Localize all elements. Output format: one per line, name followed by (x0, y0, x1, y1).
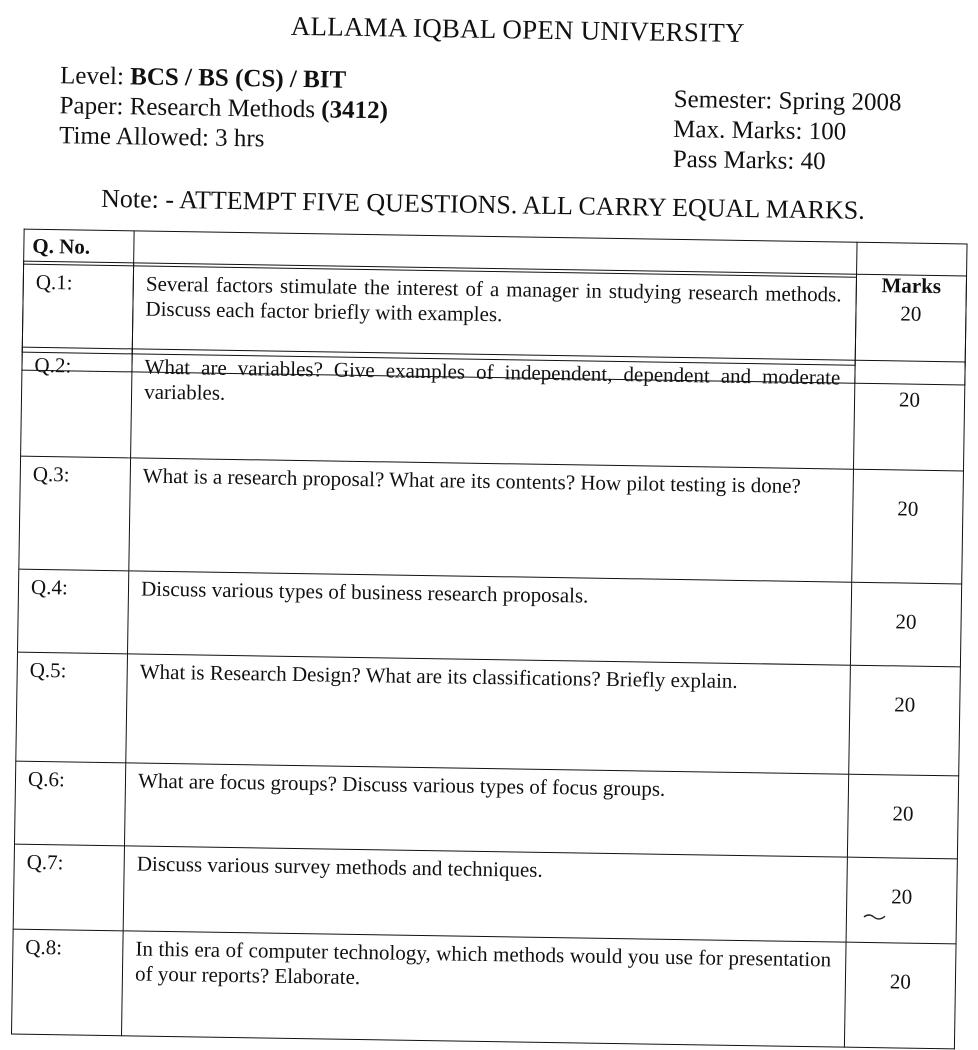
qno-header: Q. No. (24, 229, 135, 266)
question-marks: 20 (855, 274, 967, 385)
question-number: Q.2: (21, 347, 133, 458)
level-value: BCS / BS (CS) / BIT (129, 63, 347, 94)
table-row (13, 844, 957, 944)
table-row (21, 347, 966, 471)
question-text: Several factors stimulate the interest of a manager in studying research methods. Discuss each factor briefly with examples. (132, 266, 856, 365)
question-number: Q.8: (12, 929, 124, 1036)
question-marks: 20 (852, 469, 964, 584)
question-text: In this era of computer technology, which methods would you use for presentation of your reports? Elaborate. (122, 931, 846, 1047)
question-marks: 20 (844, 942, 956, 1049)
paper-label: Paper: Research Methods (59, 92, 316, 124)
question-text: What is Research Design? What are its classifications? Briefly explain. (126, 654, 850, 774)
question-number: Q.4: (18, 569, 129, 654)
question-text: Discuss various types of business research proposals. (128, 571, 852, 665)
question-marks: 20 (850, 582, 961, 667)
questions-table-rest (11, 347, 966, 1050)
question-marks: 20 (853, 360, 965, 471)
question-number: Q.7: (13, 844, 124, 931)
paper-info-left (59, 61, 389, 156)
pass-marks: Pass Marks: 40 (672, 145, 826, 176)
level-label: Level: (59, 62, 125, 91)
table-row (18, 569, 962, 667)
question-text: What is a research proposal? What are its contents? How pilot testing is done? (129, 458, 853, 582)
question-marks: 20 (847, 774, 958, 859)
question-text: What are variables? Give examples of independent, dependent and moderate variables. (131, 349, 855, 469)
question-number: Q.6: (14, 761, 125, 846)
max-marks: Max. Marks: 100 (673, 115, 847, 146)
question-marks: 20 (846, 857, 957, 944)
question-marks: 20 (849, 665, 961, 776)
semester: Semester: Spring 2008 (673, 85, 902, 117)
time-allowed: Time Allowed: 3 hrs (58, 122, 265, 153)
question-number: Q.3: (19, 456, 131, 571)
question-number: Q.1: (22, 264, 133, 354)
university-title: ALLAMA IQBAL OPEN UNIVERSITY (290, 10, 745, 48)
paper-code: (3412) (321, 96, 389, 125)
paper-info-right (673, 85, 902, 179)
table-row (19, 456, 964, 584)
question-text: What are focus groups? Discuss various types of focus groups. (125, 763, 849, 857)
table-row (12, 929, 957, 1049)
table-row (14, 761, 958, 859)
pen-mark (863, 911, 887, 921)
marks-header: Marks (881, 273, 942, 299)
question-text: Discuss various survey methods and techniques. (123, 846, 847, 942)
instructions-note: Note: - ATTEMPT FIVE QUESTIONS. ALL CARRY EQUAL MARKS. (100, 183, 865, 225)
question-number: Q.5: (16, 652, 128, 763)
table-row (16, 652, 961, 776)
